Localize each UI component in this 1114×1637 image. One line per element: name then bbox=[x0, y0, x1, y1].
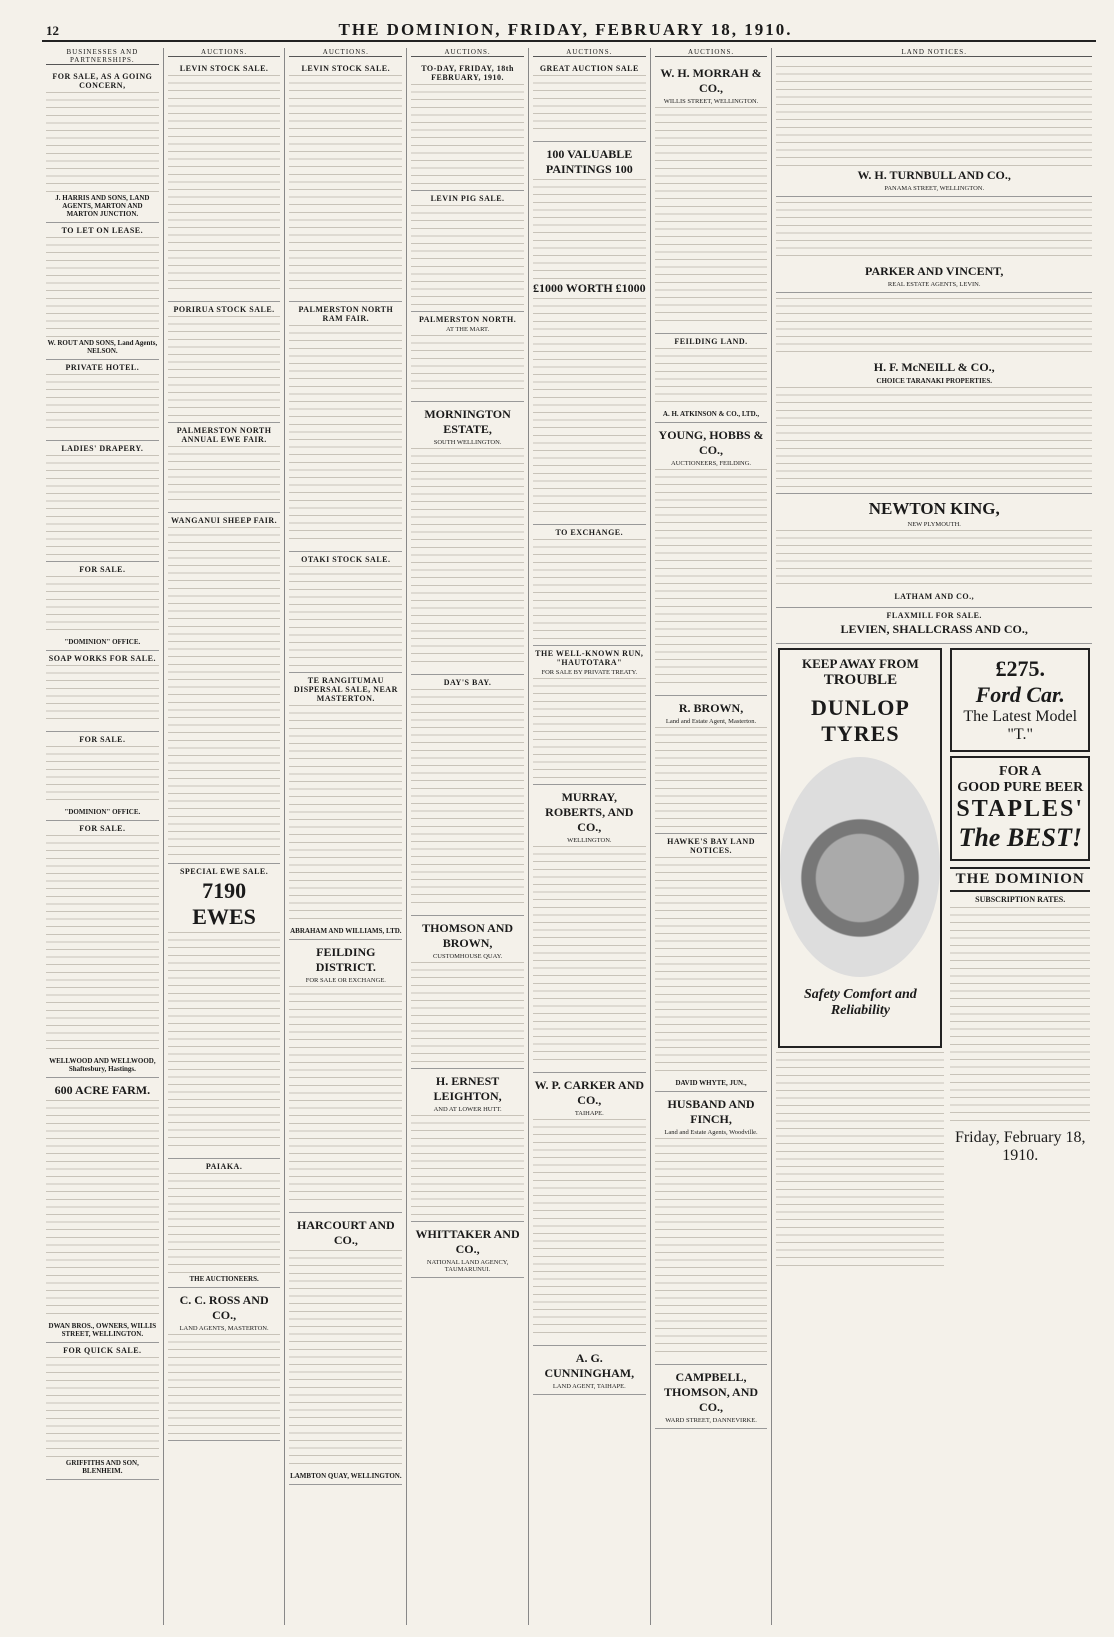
dominion-subscription: THE DOMINION SUBSCRIPTION RATES. Friday, February 18, 1910. bbox=[950, 867, 1090, 1165]
advert: DAY'S BAY. bbox=[411, 675, 524, 916]
ford-car-advert: £275. Ford Car. The Latest Model "T." bbox=[950, 648, 1090, 752]
advert: HARCOURT AND CO., LAMBTON QUAY, WELLINGTON. bbox=[289, 1213, 402, 1485]
advert: YOUNG, HOBBS & CO., AUCTIONEERS, FEILDING. bbox=[655, 423, 768, 696]
advert: 600 ACRE FARM. DWAN BROS., OWNERS, WILLIS STREET, WELLINGTON. bbox=[46, 1078, 159, 1343]
advert: CAMPBELL, THOMSON, AND CO., WARD STREET, DANNEVIRKE. bbox=[655, 1365, 768, 1429]
advert: PALMERSTON NORTH ANNUAL EWE FAIR. bbox=[168, 423, 281, 513]
advert: A. G. CUNNINGHAM, LAND AGENT, TAIHAPE. bbox=[533, 1346, 646, 1395]
dunlop-tyre-advert: KEEP AWAY FROM TROUBLE DUNLOP TYRES Safety Comfort and Reliability bbox=[778, 648, 942, 1048]
column-heading: AUCTIONS. bbox=[655, 48, 768, 57]
column-1 bbox=[42, 48, 164, 1625]
column-5 bbox=[529, 48, 651, 1625]
masthead bbox=[42, 20, 1096, 42]
advert: FOR QUICK SALE. GRIFFITHS AND SON, BLENHEIM. bbox=[46, 1343, 159, 1480]
advert: THOMSON AND BROWN, CUSTOMHOUSE QUAY. bbox=[411, 916, 524, 1069]
column-heading: AUCTIONS. bbox=[168, 48, 281, 57]
advert: PALMERSTON NORTH RAM FAIR. bbox=[289, 302, 402, 552]
advert: SOAP WORKS FOR SALE. bbox=[46, 651, 159, 732]
advert: C. C. ROSS AND CO., LAND AGENTS, MASTERTON. bbox=[168, 1288, 281, 1441]
advert: PORIRUA STOCK SALE. bbox=[168, 302, 281, 423]
advert: WHITTAKER AND CO., NATIONAL LAND AGENCY, TAUMARUNUI. bbox=[411, 1222, 524, 1278]
column-7 bbox=[772, 48, 1096, 1625]
advert: FEILDING LAND. A. H. ATKINSON & CO., LTD., bbox=[655, 334, 768, 423]
column-heading: AUCTIONS. bbox=[533, 48, 646, 57]
advert: TO LET ON LEASE. W. ROUT AND SONS, Land Agents, NELSON. bbox=[46, 223, 159, 360]
advert: W. H. MORRAH & CO., WILLIS STREET, WELLINGTON. bbox=[655, 61, 768, 334]
column-heading: LAND NOTICES. bbox=[776, 48, 1092, 57]
advert: FEILDING DISTRICT. FOR SALE OR EXCHANGE. bbox=[289, 940, 402, 1213]
column-2 bbox=[164, 48, 286, 1625]
column-6 bbox=[651, 48, 773, 1625]
column-heading: AUCTIONS. bbox=[289, 48, 402, 57]
advert: PALMERSTON NORTH. AT THE MART. bbox=[411, 312, 524, 402]
column-3 bbox=[285, 48, 407, 1625]
advert: TO-DAY, FRIDAY, 18th FEBRUARY, 1910. bbox=[411, 61, 524, 191]
advert: PAIAKA. THE AUCTIONEERS. bbox=[168, 1159, 281, 1288]
advert: SPECIAL EWE SALE. 7190 EWES bbox=[168, 864, 281, 1159]
advert: LEVIN STOCK SALE. bbox=[289, 61, 402, 302]
tyre-illustration bbox=[780, 757, 940, 977]
advert: H. ERNEST LEIGHTON, AND AT LOWER HUTT. bbox=[411, 1069, 524, 1222]
advert: LADIES' DRAPERY. bbox=[46, 441, 159, 562]
advert: PARKER AND VINCENT, REAL ESTATE AGENTS, LEVIN. bbox=[776, 197, 1092, 293]
advert: R. BROWN, Land and Estate Agent, Masterton. bbox=[655, 696, 768, 834]
column-heading: AUCTIONS. bbox=[411, 48, 524, 57]
advert: MORNINGTON ESTATE, SOUTH WELLINGTON. bbox=[411, 402, 524, 675]
advert: THE WELL-KNOWN RUN, "HAUTOTARA" FOR SALE BY PRIVATE TREATY. bbox=[533, 646, 646, 785]
advert: H. F. McNEILL & CO., CHOICE TARANAKI PROPERTIES. bbox=[776, 293, 1092, 494]
advert: W. P. CARKER AND CO., TAIHAPE. bbox=[533, 1073, 646, 1346]
advert: PRIVATE HOTEL. bbox=[46, 360, 159, 441]
column-heading: BUSINESSES AND PARTNERSHIPS. bbox=[46, 48, 159, 65]
advert: MURRAY, ROBERTS, AND CO., WELLINGTON. bbox=[533, 785, 646, 1073]
advert: TE RANGITUMAU DISPERSAL SALE, NEAR MASTERTON. ABRAHAM AND WILLIAMS, LTD. bbox=[289, 673, 402, 940]
advert: OTAKI STOCK SALE. bbox=[289, 552, 402, 673]
advert: LEVIN STOCK SALE. bbox=[168, 61, 281, 302]
advert: FLAXMILL FOR SALE. LEVIEN, SHALLCRASS AND CO., bbox=[776, 608, 1092, 644]
advert: FOR SALE. WELLWOOD AND WELLWOOD, Shaftesbury, Hastings. bbox=[46, 821, 159, 1078]
advert: HAWKE'S BAY LAND NOTICES. DAVID WHYTE, JUN., bbox=[655, 834, 768, 1092]
advert: TO EXCHANGE. bbox=[533, 525, 646, 646]
page-number: 12 bbox=[46, 23, 59, 38]
newspaper-title: THE DOMINION, FRIDAY, FEBRUARY 18, 1910. bbox=[338, 20, 793, 39]
advert: LEVIN PIG SALE. bbox=[411, 191, 524, 312]
advert: WANGANUI SHEEP FAIR. bbox=[168, 513, 281, 864]
advert: GREAT AUCTION SALE bbox=[533, 61, 646, 142]
advert: FOR SALE. "DOMINION" OFFICE. bbox=[46, 732, 159, 821]
advert: W. H. TURNBULL AND CO., PANAMA STREET, WELLINGTON. bbox=[776, 61, 1092, 197]
advert: FOR SALE. "DOMINION" OFFICE. bbox=[46, 562, 159, 651]
advert: FOR SALE, AS A GOING CONCERN, J. HARRIS AND SONS, LAND AGENTS, MARTON AND MARTON JUNCTION. bbox=[46, 69, 159, 223]
advert: NEWTON KING, NEW PLYMOUTH. LATHAM AND CO., bbox=[776, 494, 1092, 608]
column-4 bbox=[407, 48, 529, 1625]
advert: 100 VALUABLE PAINTINGS 100 £1000 WORTH £1000 bbox=[533, 142, 646, 525]
columns bbox=[42, 48, 1096, 1625]
staples-beer-advert: FOR A GOOD PURE BEER STAPLES' The BEST! bbox=[950, 756, 1090, 861]
advert: HUSBAND AND FINCH, Land and Estate Agents, Woodville. bbox=[655, 1092, 768, 1365]
